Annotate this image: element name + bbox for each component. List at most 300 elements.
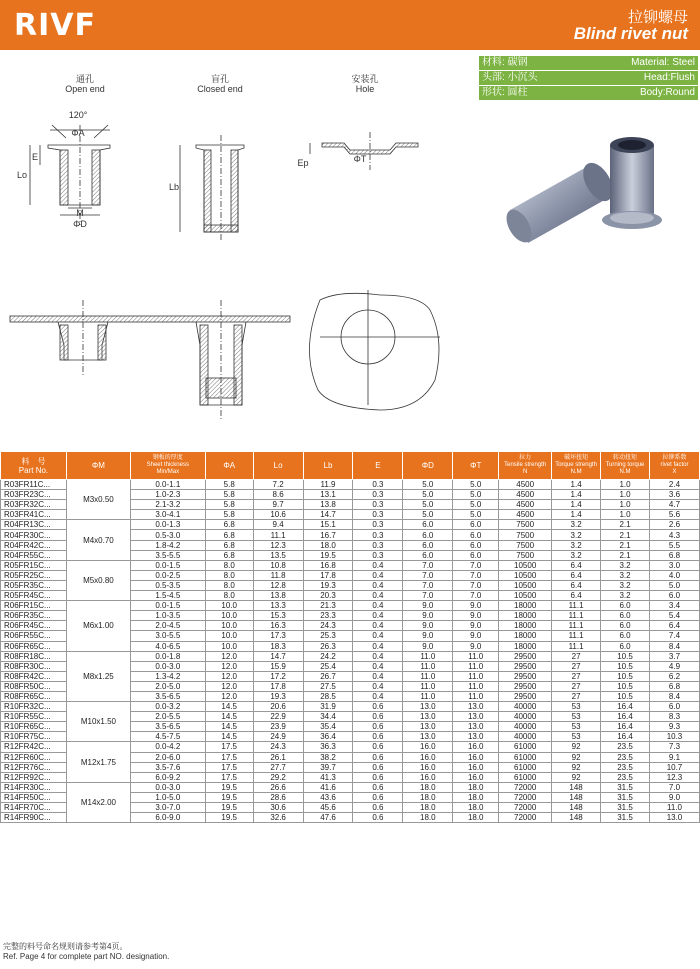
footnote: 完整的料号命名规则请参考第4页。 Ref. Page 4 for complete part NO. designation. xyxy=(3,942,170,961)
table-cell: 24.3 xyxy=(253,742,303,752)
table-cell: 14.5 xyxy=(205,722,253,732)
col-factor: 拉铆系数 rivet factor X xyxy=(649,452,699,480)
table-cell: 17.5 xyxy=(205,762,253,772)
table-cell: 0.3 xyxy=(353,520,403,530)
table-cell: 9.0 xyxy=(403,611,453,621)
thread-size-cell: M6x1.00 xyxy=(66,601,130,651)
table-cell: 10.0 xyxy=(205,611,253,621)
table-cell: 6.4 xyxy=(552,580,601,590)
table-cell: 32.6 xyxy=(253,813,303,823)
table-cell: 0.0-1.5 xyxy=(130,560,205,570)
col-m: ΦM xyxy=(66,452,130,480)
table-cell: 3.2 xyxy=(552,550,601,560)
table-cell: 11.0 xyxy=(403,671,453,681)
table-cell: 13.0 xyxy=(403,712,453,722)
table-cell: 14.7 xyxy=(253,651,303,661)
table-cell: 12.3 xyxy=(649,772,699,782)
table-cell: 5.8 xyxy=(205,500,253,510)
table-cell: 23.5 xyxy=(601,742,650,752)
part-number-cell: R04FR30C... xyxy=(1,530,67,540)
table-row xyxy=(1,702,700,712)
table-cell: 61000 xyxy=(499,742,552,752)
table-cell: 9.0 xyxy=(453,621,499,631)
table-cell: 15.1 xyxy=(303,520,353,530)
table-cell: 16.4 xyxy=(601,702,650,712)
table-cell: 0.6 xyxy=(353,752,403,762)
table-cell: 18000 xyxy=(499,641,552,651)
table-cell: 12.3 xyxy=(253,540,303,550)
table-cell: 23.5 xyxy=(601,772,650,782)
table-cell: 13.0 xyxy=(453,712,499,722)
table-cell: 35.4 xyxy=(303,722,353,732)
m-label: M xyxy=(76,208,84,218)
table-cell: 5.8 xyxy=(205,490,253,500)
table-cell: 41.3 xyxy=(303,772,353,782)
table-cell: 11.0 xyxy=(453,651,499,661)
table-cell: 12.0 xyxy=(205,691,253,701)
table-cell: 1.0 xyxy=(601,490,650,500)
phi-t-label: ΦT xyxy=(353,154,367,164)
table-cell: 53 xyxy=(552,702,601,712)
table-cell: 29500 xyxy=(499,661,552,671)
table-cell: 13.1 xyxy=(303,490,353,500)
table-cell: 1.4 xyxy=(552,500,601,510)
table-cell: 3.2 xyxy=(601,570,650,580)
table-cell: 14.5 xyxy=(205,702,253,712)
part-number-cell: R03FR32C... xyxy=(1,500,67,510)
table-cell: 40000 xyxy=(499,722,552,732)
table-cell: 16.0 xyxy=(453,762,499,772)
part-number-cell: R08FR50C... xyxy=(1,681,67,691)
table-cell: 39.7 xyxy=(303,762,353,772)
table-cell: 9.7 xyxy=(253,500,303,510)
part-number-cell: R14FR50C... xyxy=(1,792,67,802)
table-cell: 0.0-3.0 xyxy=(130,661,205,671)
table-cell: 6.0 xyxy=(601,611,650,621)
table-cell: 26.7 xyxy=(303,671,353,681)
table-cell: 7.0 xyxy=(453,570,499,580)
table-cell: 148 xyxy=(552,792,601,802)
table-cell: 11.1 xyxy=(552,611,601,621)
table-cell: 11.8 xyxy=(253,570,303,580)
table-cell: 6.0 xyxy=(403,550,453,560)
table-cell: 4500 xyxy=(499,490,552,500)
table-cell: 0.4 xyxy=(353,611,403,621)
table-cell: 1.5-4.5 xyxy=(130,591,205,601)
table-cell: 17.5 xyxy=(205,752,253,762)
product-title-en: Blind rivet nut xyxy=(573,24,688,43)
col-d: ΦD xyxy=(403,452,453,480)
table-cell: 1.4 xyxy=(552,510,601,520)
table-cell: 5.4 xyxy=(649,611,699,621)
table-cell: 13.0 xyxy=(453,722,499,732)
table-cell: 7500 xyxy=(499,550,552,560)
col-turning: 转动扭矩 Turning torque N.M xyxy=(601,452,650,480)
table-cell: 25.4 xyxy=(303,661,353,671)
table-cell: 92 xyxy=(552,752,601,762)
table-cell: 19.5 xyxy=(205,792,253,802)
table-cell: 11.1 xyxy=(552,631,601,641)
table-cell: 24.9 xyxy=(253,732,303,742)
table-cell: 5.6 xyxy=(649,510,699,520)
table-cell: 1.0 xyxy=(601,480,650,490)
table-cell: 0.4 xyxy=(353,570,403,580)
table-cell: 6.0-9.2 xyxy=(130,772,205,782)
table-cell: 18.0 xyxy=(303,540,353,550)
table-cell: 8.0 xyxy=(205,560,253,570)
table-cell: 11.1 xyxy=(552,621,601,631)
table-cell: 5.0 xyxy=(403,480,453,490)
table-cell: 0.3 xyxy=(353,510,403,520)
table-cell: 9.4 xyxy=(253,520,303,530)
table-cell: 12.0 xyxy=(205,671,253,681)
closed-end-label: 盲孔 Closed end xyxy=(197,74,243,94)
table-cell: 0.4 xyxy=(353,671,403,681)
table-cell: 4.0 xyxy=(649,570,699,580)
table-cell: 6.0 xyxy=(649,702,699,712)
table-cell: 4.7 xyxy=(649,500,699,510)
table-cell: 11.0 xyxy=(649,803,699,813)
table-cell: 43.6 xyxy=(303,792,353,802)
table-cell: 7.2 xyxy=(253,480,303,490)
table-cell: 5.0 xyxy=(403,490,453,500)
table-cell: 148 xyxy=(552,782,601,792)
thread-size-cell: M12x1.75 xyxy=(66,742,130,782)
table-cell: 40000 xyxy=(499,702,552,712)
table-cell: 3.2 xyxy=(552,540,601,550)
table-cell: 18.0 xyxy=(403,803,453,813)
table-cell: 2.6 xyxy=(649,520,699,530)
part-number-cell: R06FR55C... xyxy=(1,631,67,641)
table-cell: 6.0 xyxy=(403,530,453,540)
table-cell: 6.8 xyxy=(649,550,699,560)
table-cell: 7.4 xyxy=(649,631,699,641)
table-cell: 28.5 xyxy=(303,691,353,701)
table-cell: 18.0 xyxy=(403,792,453,802)
table-cell: 92 xyxy=(552,742,601,752)
table-cell: 1.0-3.5 xyxy=(130,611,205,621)
part-number-cell: R08FR65C... xyxy=(1,691,67,701)
part-number-cell: R05FR35C... xyxy=(1,580,67,590)
part-number-cell: R14FR30C... xyxy=(1,782,67,792)
table-cell: 16.0 xyxy=(403,752,453,762)
table-cell: 36.4 xyxy=(303,732,353,742)
table-cell: 11.1 xyxy=(253,530,303,540)
lo-label: Lo xyxy=(16,170,27,180)
table-cell: 7.0 xyxy=(453,580,499,590)
table-cell: 14.5 xyxy=(205,732,253,742)
table-cell: 92 xyxy=(552,772,601,782)
col-a: ΦA xyxy=(205,452,253,480)
col-t: ΦT xyxy=(453,452,499,480)
table-cell: 13.3 xyxy=(253,601,303,611)
table-cell: 16.0 xyxy=(403,742,453,752)
table-cell: 6.0 xyxy=(453,540,499,550)
table-cell: 29500 xyxy=(499,691,552,701)
table-cell: 29500 xyxy=(499,681,552,691)
product-title-cn: 拉铆螺母 xyxy=(627,9,688,26)
table-cell: 1.4 xyxy=(552,480,601,490)
part-number-cell: R06FR35C... xyxy=(1,611,67,621)
table-cell: 16.4 xyxy=(601,722,650,732)
table-cell: 0.0-3.0 xyxy=(130,782,205,792)
table-cell: 3.0-5.5 xyxy=(130,631,205,641)
table-cell: 0.4 xyxy=(353,641,403,651)
table-cell: 0.4 xyxy=(353,651,403,661)
table-cell: 0.4 xyxy=(353,681,403,691)
table-cell: 11.0 xyxy=(403,681,453,691)
table-cell: 7.0 xyxy=(453,560,499,570)
part-number-cell: R05FR25C... xyxy=(1,570,67,580)
table-cell: 0.6 xyxy=(353,813,403,823)
table-cell: 3.2 xyxy=(552,520,601,530)
table-cell: 23.5 xyxy=(601,762,650,772)
table-cell: 5.0 xyxy=(453,490,499,500)
table-cell: 8.0 xyxy=(205,580,253,590)
table-cell: 0.6 xyxy=(353,712,403,722)
table-cell: 6.8 xyxy=(205,550,253,560)
table-cell: 16.0 xyxy=(453,772,499,782)
table-cell: 0.6 xyxy=(353,722,403,732)
table-cell: 9.0 xyxy=(403,621,453,631)
table-cell: 45.6 xyxy=(303,803,353,813)
spec-head: 头部: 小沉头 Head:Flush xyxy=(479,71,698,85)
table-cell: 18000 xyxy=(499,601,552,611)
thread-size-cell: M10x1.50 xyxy=(66,702,130,742)
table-cell: 6.4 xyxy=(552,560,601,570)
table-cell: 4.9 xyxy=(649,661,699,671)
table-body xyxy=(1,480,700,823)
table-cell: 18000 xyxy=(499,621,552,631)
table-cell: 0.6 xyxy=(353,702,403,712)
table-cell: 7.0 xyxy=(403,570,453,580)
table-cell: 0.4 xyxy=(353,601,403,611)
table-cell: 4.0-6.5 xyxy=(130,641,205,651)
table-cell: 0.4 xyxy=(353,580,403,590)
table-cell: 18.3 xyxy=(253,641,303,651)
table-cell: 6.0 xyxy=(403,520,453,530)
table-cell: 7500 xyxy=(499,520,552,530)
part-number-cell: R10FR75C... xyxy=(1,732,67,742)
table-cell: 12.0 xyxy=(205,651,253,661)
table-cell: 10.3 xyxy=(649,732,699,742)
table-cell: 6.0 xyxy=(453,550,499,560)
table-cell: 6.0 xyxy=(601,641,650,651)
table-cell: 12.8 xyxy=(253,580,303,590)
table-cell: 53 xyxy=(552,732,601,742)
table-cell: 11.0 xyxy=(453,691,499,701)
col-torque: 破坏扭矩 Torque strength N.M xyxy=(552,452,601,480)
table-cell: 27 xyxy=(552,651,601,661)
brand-logo: RIVF xyxy=(14,8,96,43)
table-cell: 1.0-2.3 xyxy=(130,490,205,500)
table-cell: 11.0 xyxy=(453,671,499,681)
table-cell: 3.5-6.5 xyxy=(130,691,205,701)
table-cell: 0.3 xyxy=(353,500,403,510)
table-cell: 26.1 xyxy=(253,752,303,762)
table-cell: 0.5-3.0 xyxy=(130,530,205,540)
col-sheet: 钢板的厚度 Sheet thickness Min/Max xyxy=(130,452,205,480)
table-cell: 53 xyxy=(552,722,601,732)
table-cell: 1.4 xyxy=(552,490,601,500)
table-cell: 0.4 xyxy=(353,621,403,631)
table-cell: 15.3 xyxy=(253,611,303,621)
table-cell: 31.5 xyxy=(601,803,650,813)
part-number-cell: R06FR15C... xyxy=(1,601,67,611)
table-cell: 23.3 xyxy=(303,611,353,621)
table-cell: 31.9 xyxy=(303,702,353,712)
part-number-cell: R10FR55C... xyxy=(1,712,67,722)
table-cell: 17.8 xyxy=(303,570,353,580)
table-cell: 3.2 xyxy=(601,591,650,601)
table-cell: 19.5 xyxy=(205,803,253,813)
table-cell: 41.6 xyxy=(303,782,353,792)
phi-a-label: ΦA xyxy=(71,128,85,138)
table-cell: 21.3 xyxy=(303,601,353,611)
table-cell: 9.0 xyxy=(453,641,499,651)
table-cell: 3.0-4.1 xyxy=(130,510,205,520)
table-row xyxy=(1,651,700,661)
table-cell: 40000 xyxy=(499,732,552,742)
table-cell: 13.5 xyxy=(253,550,303,560)
table-cell: 5.0 xyxy=(403,510,453,520)
table-cell: 26.3 xyxy=(303,641,353,651)
table-cell: 10.5 xyxy=(601,661,650,671)
table-cell: 5.0 xyxy=(453,510,499,520)
table-cell: 11.0 xyxy=(403,651,453,661)
table-cell: 0.0-3.2 xyxy=(130,702,205,712)
thread-size-cell: M3x0.50 xyxy=(66,480,130,520)
table-cell: 5.5 xyxy=(649,540,699,550)
table-cell: 0.0-2.5 xyxy=(130,570,205,580)
table-cell: 3.0-7.0 xyxy=(130,803,205,813)
spec-material: 材料: 碳钢 Material: Steel xyxy=(479,56,698,70)
table-cell: 19.5 xyxy=(205,782,253,792)
spec-box xyxy=(479,56,698,101)
table-cell: 18.0 xyxy=(403,782,453,792)
table-cell: 0.6 xyxy=(353,772,403,782)
table-cell: 0.6 xyxy=(353,762,403,772)
table-cell: 4500 xyxy=(499,500,552,510)
table-cell: 19.5 xyxy=(205,813,253,823)
table-cell: 31.5 xyxy=(601,792,650,802)
table-cell: 38.2 xyxy=(303,752,353,762)
table-cell: 5.8 xyxy=(205,510,253,520)
lb-label: Lb xyxy=(168,182,179,192)
table-cell: 6.4 xyxy=(552,591,601,601)
table-cell: 23.5 xyxy=(601,752,650,762)
table-cell: 17.2 xyxy=(253,671,303,681)
table-cell: 1.0 xyxy=(601,510,650,520)
table-cell: 13.0 xyxy=(453,702,499,712)
table-cell: 6.0 xyxy=(601,601,650,611)
col-part-no: 料 号 Part No. xyxy=(1,452,67,480)
table-cell: 7500 xyxy=(499,530,552,540)
table-cell: 13.0 xyxy=(453,732,499,742)
table-cell: 8.3 xyxy=(649,712,699,722)
table-cell: 10.5 xyxy=(601,681,650,691)
thread-size-cell: M4x0.70 xyxy=(66,520,130,560)
table-cell: 9.0 xyxy=(403,601,453,611)
part-number-cell: R04FR55C... xyxy=(1,550,67,560)
table-row xyxy=(1,560,700,570)
table-cell: 2.1 xyxy=(601,540,650,550)
part-number-cell: R14FR90C... xyxy=(1,813,67,823)
table-cell: 19.3 xyxy=(303,580,353,590)
table-cell: 0.0-1.3 xyxy=(130,520,205,530)
table-cell: 1.8-4.2 xyxy=(130,540,205,550)
table-cell: 148 xyxy=(552,803,601,813)
table-cell: 61000 xyxy=(499,772,552,782)
table-cell: 34.4 xyxy=(303,712,353,722)
table-cell: 30.6 xyxy=(253,803,303,813)
table-cell: 6.4 xyxy=(552,570,601,580)
table-cell: 6.8 xyxy=(205,520,253,530)
table-cell: 11.0 xyxy=(453,681,499,691)
part-number-cell: R12FR60C... xyxy=(1,752,67,762)
part-number-cell: R10FR65C... xyxy=(1,722,67,732)
table-cell: 11.1 xyxy=(552,601,601,611)
part-number-cell: R05FR15C... xyxy=(1,560,67,570)
angle-label: 120° xyxy=(68,110,88,120)
table-cell: 10.5 xyxy=(601,671,650,681)
part-number-cell: R04FR13C... xyxy=(1,520,67,530)
table-cell: 24.2 xyxy=(303,651,353,661)
part-number-cell: R14FR70C... xyxy=(1,803,67,813)
table-cell: 0.0-4.2 xyxy=(130,742,205,752)
table-cell: 16.4 xyxy=(601,712,650,722)
table-cell: 17.5 xyxy=(205,772,253,782)
table-cell: 6.0 xyxy=(601,631,650,641)
col-lb: Lb xyxy=(303,452,353,480)
table-cell: 10.7 xyxy=(649,762,699,772)
table-cell: 3.2 xyxy=(552,530,601,540)
table-cell: 0.6 xyxy=(353,792,403,802)
table-cell: 18.0 xyxy=(453,813,499,823)
part-number-cell: R08FR30C... xyxy=(1,661,67,671)
table-cell: 92 xyxy=(552,762,601,772)
part-number-cell: R03FR41C... xyxy=(1,510,67,520)
table-cell: 6.0-9.0 xyxy=(130,813,205,823)
table-cell: 9.0 xyxy=(403,631,453,641)
table-cell: 27 xyxy=(552,691,601,701)
table-cell: 3.7 xyxy=(649,651,699,661)
table-cell: 16.0 xyxy=(453,752,499,762)
table-cell: 72000 xyxy=(499,813,552,823)
table-cell: 13.8 xyxy=(303,500,353,510)
table-cell: 0.0-1.5 xyxy=(130,601,205,611)
table-cell: 0.6 xyxy=(353,782,403,792)
col-tensile: 拉力 Tensile strength N xyxy=(499,452,552,480)
table-cell: 6.8 xyxy=(205,540,253,550)
table-cell: 2.1 xyxy=(601,550,650,560)
table-cell: 61000 xyxy=(499,762,552,772)
table-cell: 16.8 xyxy=(303,560,353,570)
table-cell: 7.0 xyxy=(453,591,499,601)
table-cell: 7.0 xyxy=(403,580,453,590)
table-cell: 148 xyxy=(552,813,601,823)
part-number-cell: R12FR76C... xyxy=(1,762,67,772)
table-cell: 24.3 xyxy=(303,621,353,631)
table-cell: 22.9 xyxy=(253,712,303,722)
table-cell: 18.0 xyxy=(453,792,499,802)
table-cell: 0.3 xyxy=(353,490,403,500)
table-cell: 14.7 xyxy=(303,510,353,520)
table-cell: 0.3 xyxy=(353,540,403,550)
table-row xyxy=(1,520,700,530)
table-cell: 7.0 xyxy=(649,782,699,792)
table-cell: 8.4 xyxy=(649,641,699,651)
